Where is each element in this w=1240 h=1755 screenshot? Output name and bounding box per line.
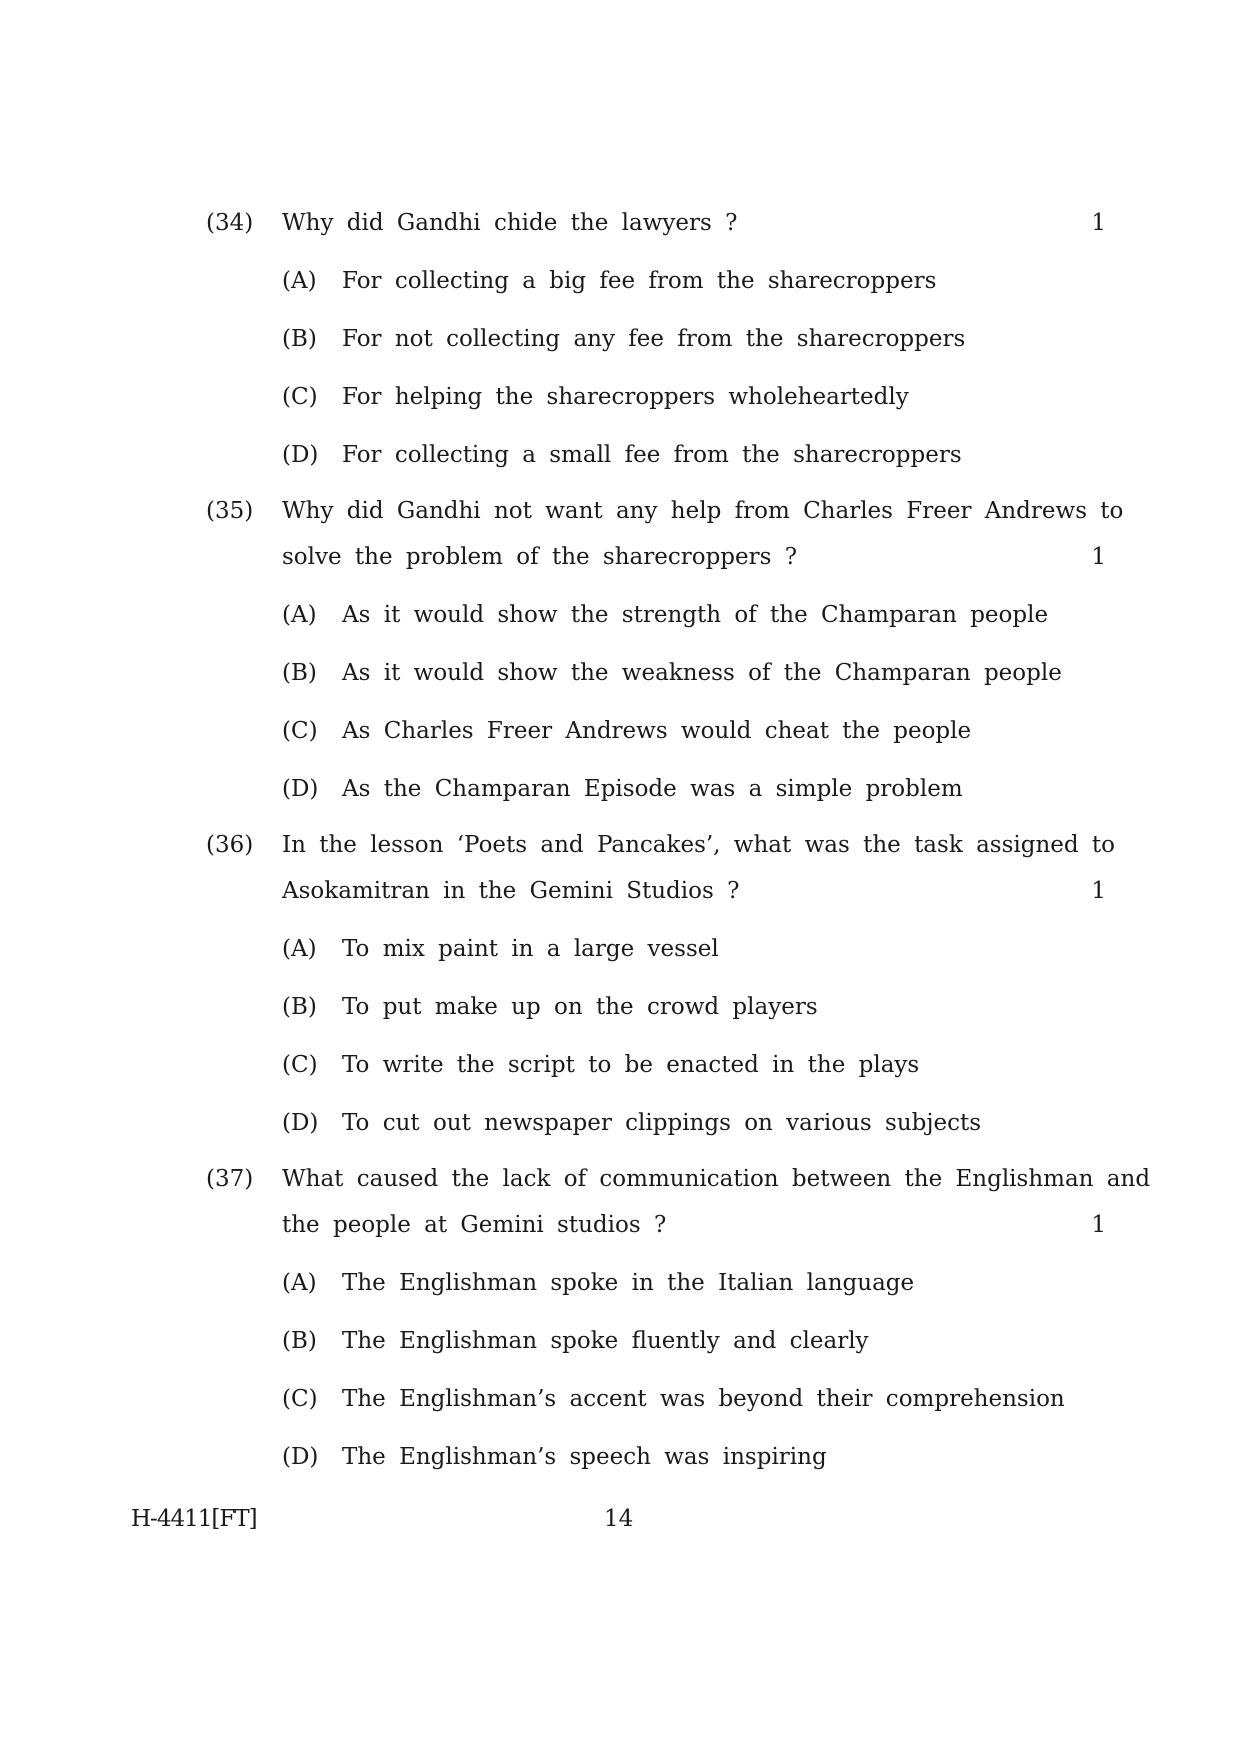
question-text: Why did Gandhi not want any help from Charles Freer Andrews to — [282, 498, 1124, 524]
question-marks: 1 — [1091, 210, 1106, 236]
question-marks: 1 — [1091, 1212, 1106, 1238]
question-marks: 1 — [1091, 544, 1106, 570]
option-c — [206, 374, 1106, 432]
option-a — [206, 258, 1106, 316]
option-label: (D) — [282, 1444, 319, 1470]
option-label: (C) — [282, 1386, 318, 1412]
option-text: The Englishman spoke fluently and clearly — [342, 1328, 869, 1354]
option-text: The Englishman’s accent was beyond their comprehension — [342, 1386, 1065, 1412]
option-text: For collecting a small fee from the sharecroppers — [342, 442, 962, 468]
option-label: (B) — [282, 660, 317, 686]
option-b — [206, 650, 1106, 708]
option-b — [206, 984, 1106, 1042]
page-number: 14 — [604, 1506, 634, 1532]
option-label: (D) — [282, 442, 319, 468]
question-text: Why did Gandhi chide the lawyers ? — [282, 210, 738, 236]
option-label: (A) — [282, 936, 317, 962]
paper-code: H-4411[FT] — [131, 1506, 257, 1532]
option-label: (D) — [282, 776, 319, 802]
question-line — [206, 200, 1106, 246]
option-label: (A) — [282, 602, 317, 628]
option-c — [206, 1376, 1106, 1434]
option-d — [206, 766, 1106, 824]
option-text: The Englishman’s speech was inspiring — [342, 1444, 827, 1470]
option-text: For helping the sharecroppers wholeheartedly — [342, 384, 909, 410]
question-line — [206, 1202, 1106, 1248]
question-text: Asokamitran in the Gemini Studios ? — [282, 878, 740, 904]
option-text: As it would show the strength of the Champaran people — [342, 602, 1049, 628]
option-a — [206, 926, 1106, 984]
option-text: As it would show the weakness of the Champaran people — [342, 660, 1062, 686]
option-c — [206, 1042, 1106, 1100]
option-text: To write the script to be enacted in the plays — [342, 1052, 920, 1078]
question-text: the people at Gemini studios ? — [282, 1212, 667, 1238]
option-d — [206, 1100, 1106, 1158]
question-34 — [206, 200, 1106, 490]
options-list — [206, 1260, 1106, 1492]
question-text: In the lesson ‘Poets and Pancakes’, what was the task assigned to — [282, 832, 1116, 858]
option-label: (C) — [282, 1052, 318, 1078]
question-marks: 1 — [1091, 878, 1106, 904]
question-line — [206, 822, 1116, 868]
question-number: (36) — [206, 832, 254, 858]
option-text: To cut out newspaper clippings on various subjects — [342, 1110, 982, 1136]
option-b — [206, 316, 1106, 374]
option-text: The Englishman spoke in the Italian language — [342, 1270, 915, 1296]
options-list — [206, 258, 1106, 490]
options-list — [206, 926, 1106, 1158]
option-label: (B) — [282, 994, 317, 1020]
question-number: (37) — [206, 1166, 254, 1192]
question-line — [206, 868, 1106, 914]
option-a — [206, 592, 1106, 650]
option-text: As the Champaran Episode was a simple problem — [342, 776, 963, 802]
question-line — [206, 534, 1106, 580]
option-text: To mix paint in a large vessel — [342, 936, 719, 962]
question-text: What caused the lack of communication between the Englishman and — [282, 1166, 1151, 1192]
option-text: As Charles Freer Andrews would cheat the people — [342, 718, 972, 744]
option-c — [206, 708, 1106, 766]
option-label: (B) — [282, 326, 317, 352]
question-number: (35) — [206, 498, 254, 524]
question-36 — [206, 822, 1116, 1158]
option-d — [206, 432, 1106, 490]
question-line — [206, 1156, 1151, 1202]
option-label: (D) — [282, 1110, 319, 1136]
option-label: (B) — [282, 1328, 317, 1354]
question-line — [206, 488, 1124, 534]
options-list — [206, 592, 1106, 824]
option-text: To put make up on the crowd players — [342, 994, 818, 1020]
option-b — [206, 1318, 1106, 1376]
option-a — [206, 1260, 1106, 1318]
option-text: For not collecting any fee from the sharecroppers — [342, 326, 966, 352]
option-d — [206, 1434, 1106, 1492]
question-text: solve the problem of the sharecroppers ? — [282, 544, 798, 570]
option-label: (C) — [282, 718, 318, 744]
option-label: (A) — [282, 1270, 317, 1296]
option-text: For collecting a big fee from the sharecroppers — [342, 268, 937, 294]
question-35 — [206, 488, 1124, 824]
question-number: (34) — [206, 210, 254, 236]
question-37 — [206, 1156, 1151, 1492]
option-label: (A) — [282, 268, 317, 294]
option-label: (C) — [282, 384, 318, 410]
